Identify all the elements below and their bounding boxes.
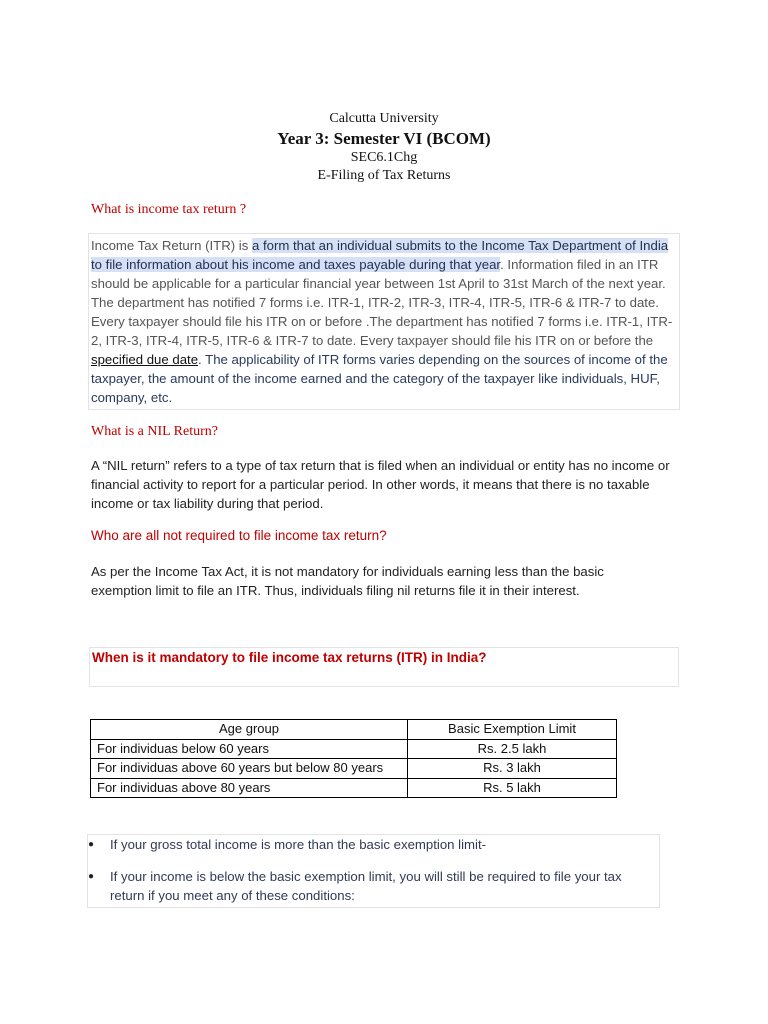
table-cell-age: For individuas below 60 years <box>91 739 408 759</box>
conditions-bullet-list <box>87 834 660 908</box>
bullet-text: If your income is below the basic exemption limit, you will still be required to file your tax return if you meet any of these conditions: <box>110 869 622 903</box>
itr-para-suffix: . The applicability of ITR forms varies depending on the sources of income of the taxpayer, the amount of the income earned and the category of the taxpayer like individuals, HUF, company, etc. <box>91 352 668 405</box>
list-item <box>88 854 659 905</box>
exemption-limit-table <box>90 719 617 798</box>
table-cell-limit: Rs. 5 lakh <box>408 778 617 798</box>
list-item <box>88 835 659 854</box>
university-name: Calcutta University <box>329 111 439 126</box>
table-row <box>91 778 617 798</box>
section-heading-itr: What is income tax return ? <box>91 202 247 217</box>
table-row <box>91 739 617 759</box>
not-required-paragraph: As per the Income Tax Act, it is not mandatory for individuals earning less than the basic exemption limit to file an ITR. Thus, individuals filing nil returns file it in their interest. <box>91 564 604 598</box>
table-header-exemption-limit: Basic Exemption Limit <box>408 720 617 740</box>
specified-due-date-link[interactable]: specified due date <box>91 352 199 367</box>
section-heading-not-required: Who are all not required to file income tax return? <box>91 528 387 543</box>
table-header-age-group: Age group <box>91 720 408 740</box>
table-row <box>91 759 617 779</box>
itr-definition-paragraph <box>88 233 680 410</box>
nil-return-paragraph: A “NIL return” refers to a type of tax return that is filed when an individual or entity has no income or financial activity to report for a particular period. In other words, it means that there is no taxable income or tax liability during that period. <box>91 458 670 511</box>
page-title: Year 3: Semester VI (BCOM) <box>277 129 491 148</box>
section-heading-nil-return: What is a NIL Return? <box>91 424 218 439</box>
table-cell-age: For individuas above 60 years but below 80 years <box>91 759 408 779</box>
bullet-text: If your gross total income is more than the basic exemption limit- <box>110 837 486 852</box>
mandatory-heading-box <box>89 647 679 687</box>
bullet-dot-icon: ● <box>88 839 95 850</box>
course-title: E-Filing of Tax Returns <box>317 168 451 183</box>
table-cell-age: For individuas above 80 years <box>91 778 408 798</box>
table-header-row <box>91 720 617 740</box>
itr-para-middle: . Information filed in an ITR should be applicable for a particular financial year between 1st April to 31st March of the next year. The department has notified 7 forms i.e. ITR-1, ITR-2, ITR-3, ITR-4, ITR-5, ITR-6 & ITR-7 to date. Every taxpayer should file his ITR on or before .The department has notified 7 forms i.e. ITR-1, ITR-2, ITR-3, ITR-4, ITR-5, ITR-6 & ITR-7 to date. Every taxpayer should file his ITR on or before the <box>91 257 673 348</box>
bullet-dot-icon: ● <box>88 871 95 882</box>
itr-para-prefix: Income Tax Return (ITR) is <box>91 238 252 253</box>
course-code: SEC6.1Chg <box>350 150 418 165</box>
itr-para-highlight: a form that an individual submits to the Income Tax Department of India to file information about his income and taxes payable during that year <box>91 238 669 272</box>
table-cell-limit: Rs. 3 lakh <box>408 759 617 779</box>
table-cell-limit: Rs. 2.5 lakh <box>408 739 617 759</box>
section-heading-mandatory: When is it mandatory to file income tax returns (ITR) in India? <box>92 650 487 665</box>
